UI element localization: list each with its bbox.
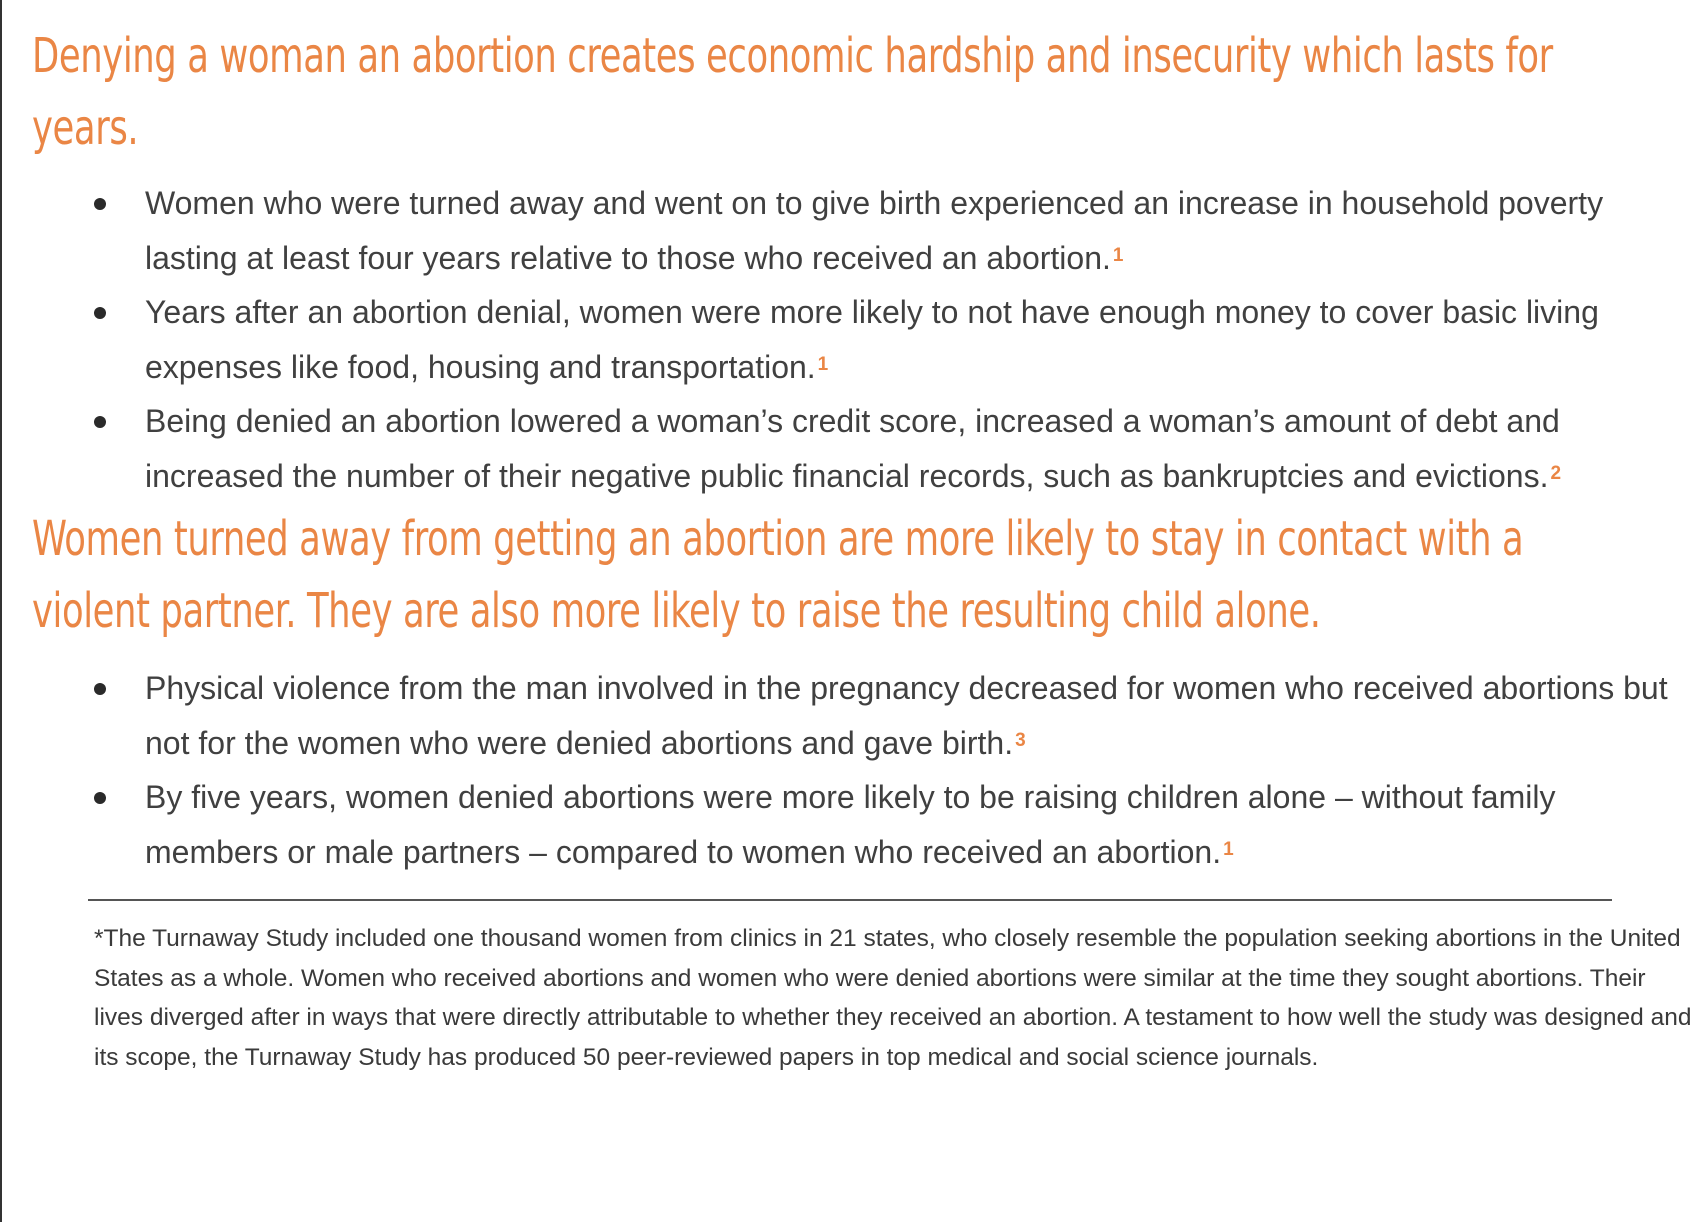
section-1-heading: Denying a woman an abortion creates economic hardship and insecurity which lasts for years. bbox=[32, 28, 1553, 156]
footnote-divider bbox=[88, 899, 1612, 901]
section-1-bullet-list bbox=[32, 176, 1672, 503]
bullet-text: Women who were turned away and went on to give birth experienced an increase in household poverty lasting at least four years relative to those who received an abortion. bbox=[145, 185, 1604, 276]
bullet-text: Years after an abortion denial, women were more likely to not have enough money to cover basic living expenses like food, housing and transportation. bbox=[145, 294, 1599, 385]
bullet-dot-icon bbox=[94, 683, 106, 695]
bullet-text: Physical violence from the man involved in the pregnancy decreased for women who received abortions but not for the women who were denied abortions and gave birth. bbox=[145, 670, 1668, 761]
left-border bbox=[0, 0, 2, 1222]
citation-ref: 1 bbox=[1112, 244, 1124, 266]
section-2-bullet-list bbox=[32, 661, 1672, 879]
document-page bbox=[32, 20, 1692, 1077]
citation-ref: 3 bbox=[1015, 729, 1026, 751]
bullet-item bbox=[32, 661, 1672, 770]
section-2-heading: Women turned away from getting an abortion are more likely to stay in contact with a violent partner. They are also more likely to raise the resulting child alone. bbox=[32, 511, 1524, 639]
bullet-item bbox=[32, 394, 1672, 503]
bullet-item bbox=[32, 176, 1672, 285]
citation-ref: 2 bbox=[1550, 462, 1562, 484]
bullet-text: Being denied an abortion lowered a woman’s credit score, increased a woman’s amount of debt and increased the number of their negative public financial records, such as bankruptcies and evictions. bbox=[145, 403, 1560, 494]
bullet-dot-icon bbox=[94, 198, 106, 210]
footnote-text: *The Turnaway Study included one thousand women from clinics in 21 states, who closely resemble the population seeking abortions in the United States as a whole. Women who received abortions and women who were denied abortions were similar at the time they sought abortions. Their lives diverged after in ways that were directly attributable to whether they received an abortion. A testament to how well the study was designed and its scope, the Turnaway Study has produced 50 peer-reviewed papers in top medical and social science journals. bbox=[94, 925, 1692, 1071]
bullet-dot-icon bbox=[94, 792, 106, 804]
bullet-item bbox=[32, 285, 1672, 394]
bullet-dot-icon bbox=[94, 307, 106, 319]
bullet-text: By five years, women denied abortions were more likely to be raising children alone – without family members or male partners – compared to women who received an abortion. bbox=[145, 779, 1556, 870]
bullet-item bbox=[32, 770, 1672, 879]
bullet-dot-icon bbox=[94, 416, 106, 428]
citation-ref: 1 bbox=[1223, 838, 1234, 860]
citation-ref: 1 bbox=[817, 353, 829, 375]
